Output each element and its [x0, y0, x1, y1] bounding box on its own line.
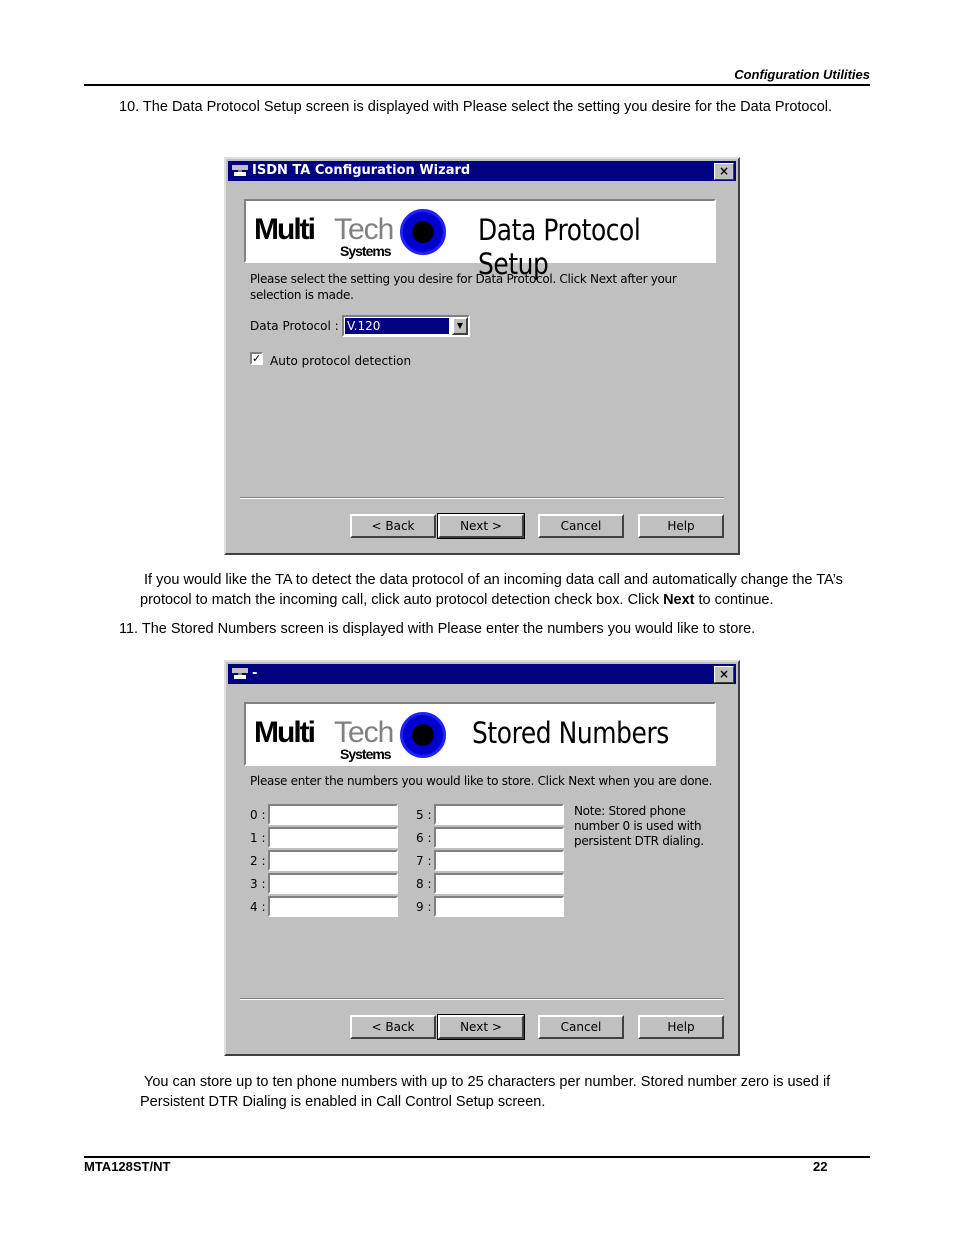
app-icon [231, 163, 249, 179]
number-1-input[interactable] [268, 827, 398, 848]
data-protocol-label: Data Protocol : [250, 319, 339, 333]
number-4-input[interactable] [268, 896, 398, 917]
separator [240, 497, 724, 499]
number-3-input[interactable] [268, 873, 398, 894]
number-2-input[interactable] [268, 850, 398, 871]
header-rule [84, 84, 870, 86]
logo-tech: Tech [334, 213, 394, 246]
footer-rule [84, 1156, 870, 1158]
logo-multi: Multi [254, 716, 314, 749]
number-8-input[interactable] [434, 873, 564, 894]
number-5-input[interactable] [434, 804, 564, 825]
next-button[interactable]: Next > [438, 1015, 524, 1039]
next-button[interactable]: Next > [438, 514, 524, 538]
stored-numbers-paragraph: You can store up to ten phone numbers with up to 25 characters per number. Stored number zero is used if Persistent DTR Dialing is enabled in Call Control Setup screen. [140, 1074, 831, 1110]
number-0-label: 0 : [250, 808, 266, 822]
logo-multi: Multi [254, 213, 314, 246]
cancel-button[interactable]: Cancel [538, 514, 624, 538]
auto-para-text-end: to continue. [694, 592, 774, 608]
banner [244, 199, 716, 281]
step-11-text: 11. The Stored Numbers screen is displayed with Please enter the numbers you would like to store. [119, 621, 756, 637]
logo-tech: Tech [334, 716, 394, 749]
number-5-label: 5 : [416, 808, 432, 822]
window-title: ISDN TA Configuration Wizard [252, 163, 471, 178]
logo-systems: Systems [340, 746, 391, 762]
step-10-text: 10. The Data Protocol Setup screen is displayed with Please select the setting you desire for the Data Protocol. [119, 99, 833, 115]
auto-para-text: If you would like the TA to detect the data protocol of an incoming data call and automatically change the TA’s protocol to match the incoming call, click auto protocol detection check box. Click [140, 572, 843, 608]
number-7-label: 7 : [416, 854, 432, 868]
instruction-text: Please select the setting you desire for Data Protocol. Click Next after your selection is made. [250, 272, 677, 302]
data-protocol-value: V.120 [345, 318, 449, 334]
multitech-logo [254, 712, 454, 762]
separator [240, 998, 724, 1000]
back-button[interactable]: < Back [350, 514, 436, 538]
number-1-label: 1 : [250, 831, 266, 845]
footer-model: MTA128ST/NT [84, 1159, 171, 1174]
multitech-logo [254, 209, 454, 259]
number-0-input[interactable] [268, 804, 398, 825]
app-icon [231, 666, 249, 682]
instruction-text: Please enter the numbers you would like to store. Click Next when you are done. [250, 774, 713, 788]
auto-protocol-checkbox[interactable]: ✓ [252, 352, 262, 365]
globe-icon [400, 209, 446, 255]
stored-numbers-dialog [224, 660, 740, 1056]
number-9-label: 9 : [416, 900, 432, 914]
number-3-label: 3 : [250, 877, 266, 891]
globe-icon [400, 712, 446, 758]
help-button[interactable]: Help [638, 1015, 724, 1039]
data-protocol-select[interactable] [342, 315, 470, 337]
banner [244, 702, 716, 766]
close-icon[interactable]: × [714, 163, 734, 180]
data-protocol-dialog [224, 157, 740, 555]
number-7-input[interactable] [434, 850, 564, 871]
help-button[interactable]: Help [638, 514, 724, 538]
banner-title: Data Protocol Setup [478, 213, 641, 281]
number-9-input[interactable] [434, 896, 564, 917]
auto-para-bold: Next [663, 592, 695, 608]
number-8-label: 8 : [416, 877, 432, 891]
number-6-label: 6 : [416, 831, 432, 845]
number-2-label: 2 : [250, 854, 266, 868]
close-icon[interactable]: × [714, 666, 734, 683]
running-header: Configuration Utilities [734, 67, 870, 82]
title-bar [228, 664, 736, 684]
auto-protocol-label: Auto protocol detection [270, 354, 412, 368]
number-6-input[interactable] [434, 827, 564, 848]
stored-phone-note: Note: Stored phone number 0 is used with persistent DTR dialing. [574, 804, 704, 848]
number-4-label: 4 : [250, 900, 266, 914]
back-button[interactable]: < Back [350, 1015, 436, 1039]
auto-protocol-paragraph [140, 570, 870, 610]
window-title: - [252, 666, 258, 681]
logo-systems: Systems [340, 243, 391, 259]
banner-title: Stored Numbers [472, 716, 669, 750]
chevron-down-icon[interactable]: ▼ [452, 317, 468, 335]
cancel-button[interactable]: Cancel [538, 1015, 624, 1039]
title-bar [228, 161, 736, 181]
page-number: 22 [813, 1159, 828, 1174]
